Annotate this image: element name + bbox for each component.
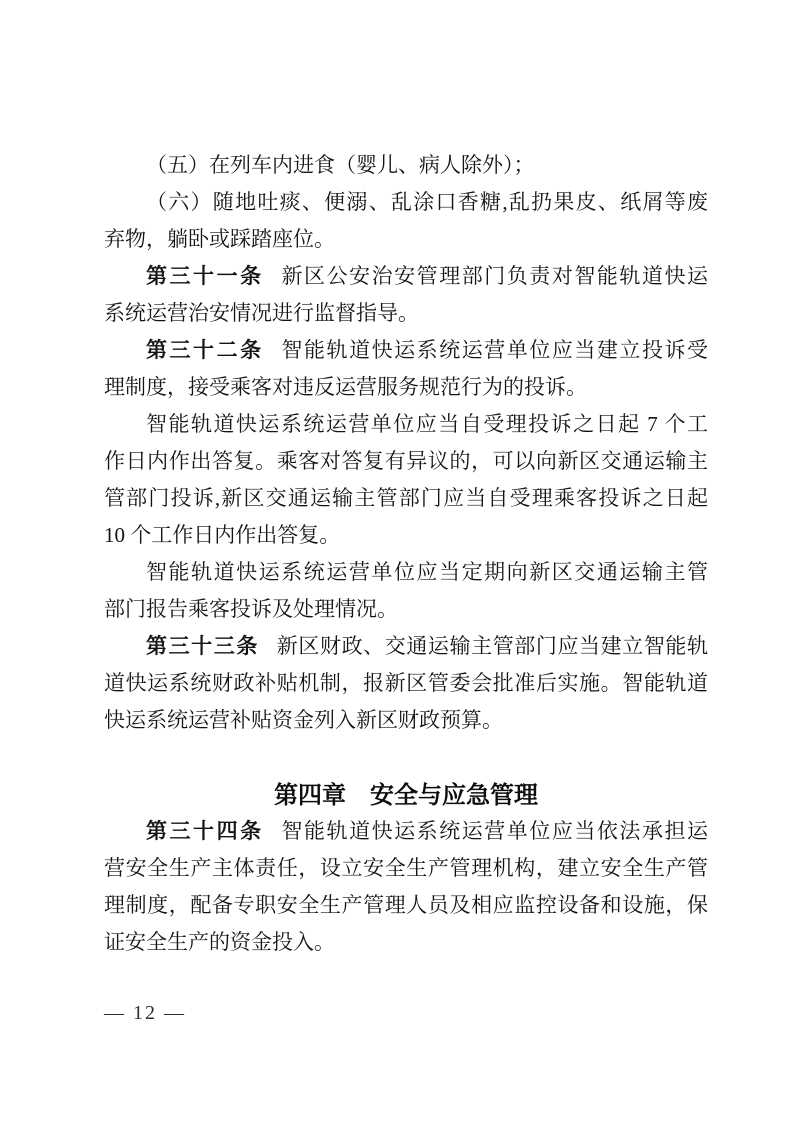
article-number: 第三十四条 — [146, 819, 264, 843]
article-number: 第三十三条 — [146, 634, 259, 658]
text-line — [104, 887, 708, 924]
line-text: 新区公安治安管理部门负责对智能轨道快运 — [281, 264, 708, 288]
line-text: 新区财政、交通运输主管部门应当建立智能轨 — [276, 634, 708, 658]
line-text: 系统运营治安情况进行监督指导。 — [104, 301, 419, 325]
paragraph — [104, 628, 708, 739]
line-text: 作日内作出答复。乘客对答复有异议的，可以向新区交通运输主 — [104, 449, 708, 473]
paragraph — [104, 554, 708, 628]
line-text: 道快运系统财政补贴机制，报新区管委会批准后实施。智能轨道 — [104, 671, 708, 695]
text-line — [104, 665, 708, 702]
line-text: 理制度，配备专职安全生产管理人员及相应监控设备和设施，保 — [104, 893, 708, 917]
article-number: 第三十一条 — [146, 264, 264, 288]
text-line — [104, 295, 708, 332]
text-line — [104, 369, 708, 406]
text-line — [104, 221, 708, 258]
text-line — [104, 443, 708, 480]
line-text: 弃物，躺卧或踩踏座位。 — [104, 227, 335, 251]
text-line — [104, 850, 708, 887]
line-text: 第四章 安全与应急管理 — [274, 782, 538, 809]
line-text: 证安全生产的资金投入。 — [104, 930, 335, 954]
paragraph — [104, 258, 708, 332]
line-text: 理制度，接受乘客对违反运营服务规范行为的投诉。 — [104, 375, 587, 399]
text-line — [104, 406, 708, 443]
document-body — [104, 147, 708, 961]
text-line — [104, 184, 708, 221]
page-number: — 12 — — [104, 1002, 186, 1024]
chapter-heading — [104, 781, 708, 811]
paragraph — [104, 184, 708, 258]
text-line — [104, 517, 708, 554]
text-line — [104, 480, 708, 517]
text-line — [104, 258, 708, 295]
text-line — [104, 702, 708, 739]
page-footer — [104, 1002, 186, 1025]
line-text: 智能轨道快运系统运营单位应当自受理投诉之日起 7 个工 — [146, 412, 708, 436]
paragraph — [104, 813, 708, 961]
article-number: 第三十二条 — [146, 338, 264, 362]
line-text: 智能轨道快运系统运营单位应当定期向新区交通运输主管 — [146, 560, 708, 584]
line-text: 智能轨道快运系统运营单位应当依法承担运 — [281, 819, 708, 843]
text-line — [104, 332, 708, 369]
paragraph — [104, 332, 708, 406]
line-text: （五）在列车内进食（婴儿、病人除外）； — [146, 153, 535, 177]
text-line — [104, 813, 708, 850]
line-text: 部门报告乘客投诉及处理情况。 — [104, 597, 398, 621]
text-line — [104, 924, 708, 961]
paragraph — [104, 147, 708, 184]
text-line — [104, 628, 708, 665]
line-text: 10 个工作日内作出答复。 — [104, 523, 341, 547]
line-text: （六）随地吐痰、便溺、乱涂口香糖,乱扔果皮、纸屑等废 — [146, 190, 708, 214]
text-line — [104, 554, 708, 591]
line-text: 管部门投诉,新区交通运输主管部门应当自受理乘客投诉之日起 — [104, 486, 708, 510]
line-text: 营安全生产主体责任，设立安全生产管理机构，建立安全生产管 — [104, 856, 708, 880]
line-text: 智能轨道快运系统运营单位应当建立投诉受 — [281, 338, 708, 362]
line-text: 快运系统运营补贴资金列入新区财政预算。 — [104, 708, 503, 732]
text-line — [104, 147, 708, 184]
text-line — [104, 781, 708, 811]
paragraph — [104, 406, 708, 554]
text-line — [104, 591, 708, 628]
